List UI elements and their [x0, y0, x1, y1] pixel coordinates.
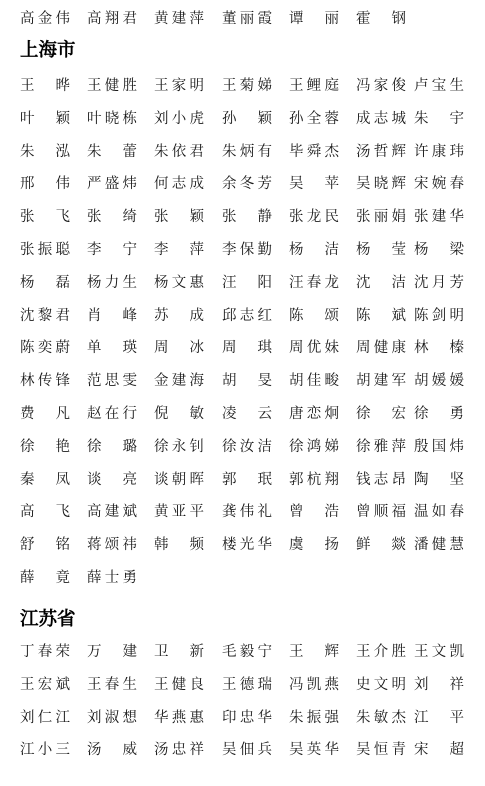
- person-name: 徐 宏: [356, 406, 406, 422]
- person-name: 严盛炜: [87, 176, 137, 193]
- person-name: 徐 璐: [87, 438, 137, 455]
- person-name: 虞 扬: [289, 537, 339, 554]
- person-name: 毛毅宁: [222, 644, 272, 660]
- person-name: 郭杭翔: [289, 471, 339, 488]
- person-name: 曾顺福: [356, 504, 406, 521]
- person-name: 吴晓辉: [356, 176, 406, 193]
- person-name: 郭 珉: [222, 471, 272, 488]
- person-name: 舒 铭: [20, 537, 70, 554]
- person-name: 徐鸿娣: [289, 438, 339, 455]
- name-row: [0, 435, 485, 459]
- section-heading: 江苏省: [20, 609, 76, 630]
- person-name: 霍 钢: [356, 11, 406, 27]
- person-name: 陈剑明: [414, 307, 464, 324]
- name-row: [0, 369, 485, 393]
- person-name: 孙 颖: [222, 110, 272, 127]
- person-name: 张建华: [414, 209, 464, 226]
- person-name: 汤忠祥: [154, 742, 204, 759]
- person-name: 李 萍: [154, 242, 204, 258]
- person-name: 胡 旻: [222, 373, 272, 390]
- person-name: 万 建: [87, 644, 137, 660]
- person-name: 吴英华: [289, 742, 339, 759]
- person-name: 王鲤庭: [289, 78, 339, 94]
- person-name: 蒋颂祎: [87, 537, 137, 554]
- person-name: 刘仁江: [20, 709, 70, 726]
- person-name: 王德瑞: [222, 676, 272, 693]
- person-name: 许康玮: [414, 143, 464, 160]
- person-name: 高翔君: [87, 11, 137, 27]
- person-name: 余冬芳: [222, 176, 272, 193]
- person-name: 黄建萍: [154, 11, 204, 27]
- person-name: 孙全蓉: [289, 110, 339, 127]
- person-name: 秦 凤: [20, 471, 70, 488]
- person-name: 胡媛媛: [414, 373, 464, 390]
- person-name: 黄亚平: [154, 504, 204, 521]
- person-name: 赵在行: [87, 406, 137, 422]
- name-row: [0, 468, 485, 492]
- person-name: 朱 泓: [20, 143, 70, 160]
- person-name: 杨 梁: [414, 242, 464, 258]
- person-name: 宋婉春: [414, 176, 464, 193]
- person-name: 王介胜: [356, 644, 406, 660]
- name-row: [0, 566, 485, 590]
- person-name: 胡建军: [356, 373, 406, 390]
- person-name: 周 琪: [222, 340, 272, 357]
- person-name: 陈 颂: [289, 307, 339, 324]
- person-name: 胡佳畯: [289, 373, 339, 390]
- person-name: 李保勤: [222, 242, 272, 258]
- name-row: [0, 673, 485, 697]
- person-name: 张 静: [222, 209, 272, 226]
- person-name: 陈 斌: [356, 307, 406, 324]
- person-name: 鲜 燚: [356, 537, 406, 554]
- person-name: 张振聪: [20, 242, 70, 258]
- person-name: 杨 洁: [289, 242, 339, 258]
- person-name: 江小三: [20, 742, 70, 759]
- person-name: 宋 超: [414, 742, 464, 759]
- person-name: 倪 敏: [154, 406, 204, 422]
- person-name: 谭 丽: [289, 11, 339, 27]
- person-name: 高建斌: [87, 504, 137, 521]
- person-name: 王 辉: [289, 644, 339, 660]
- name-row: [0, 706, 485, 730]
- person-name: 刘小虎: [154, 110, 204, 127]
- person-name: 徐 勇: [414, 406, 464, 422]
- name-row: [0, 500, 485, 524]
- person-name: 王菊娣: [222, 78, 272, 94]
- person-name: 沈 洁: [356, 274, 406, 291]
- person-name: 刘 祥: [414, 676, 464, 693]
- person-name: 冯凯燕: [289, 676, 339, 693]
- person-name: 朱依君: [154, 143, 204, 160]
- person-name: 卢宝生: [414, 78, 464, 94]
- person-name: 王宏斌: [20, 676, 70, 693]
- person-name: 何志成: [154, 176, 204, 193]
- person-name: 王家明: [154, 78, 204, 94]
- name-row: [0, 738, 485, 762]
- person-name: 杨 莹: [356, 242, 406, 258]
- person-name: 周优妹: [289, 340, 339, 357]
- person-name: 毕舜杰: [289, 143, 339, 160]
- person-name: 杨文惠: [154, 274, 204, 291]
- person-name: 肖 峰: [87, 307, 137, 324]
- person-name: 张丽娟: [356, 209, 406, 226]
- name-row: [0, 205, 485, 229]
- person-name: 冯家俊: [356, 78, 406, 94]
- person-name: 汤哲辉: [356, 143, 406, 160]
- person-name: 温如春: [414, 504, 464, 521]
- person-name: 丁春荣: [20, 644, 70, 660]
- name-row: [0, 140, 485, 164]
- person-name: 王健胜: [87, 78, 137, 94]
- name-row: [0, 172, 485, 196]
- person-name: 吴佃兵: [222, 742, 272, 759]
- name-row: [0, 402, 485, 426]
- person-name: 汤 威: [87, 742, 137, 759]
- person-name: 陈奕蔚: [20, 340, 70, 357]
- person-name: 徐雅萍: [356, 438, 406, 455]
- person-name: 朱 宇: [414, 110, 464, 127]
- person-name: 单 瑛: [87, 340, 137, 357]
- person-name: 曾 浩: [289, 504, 339, 521]
- person-name: 汪 阳: [222, 274, 272, 291]
- person-name: 殷国炜: [414, 438, 464, 455]
- person-name: 王 晔: [20, 78, 70, 94]
- name-row: [0, 271, 485, 295]
- person-name: 徐永钊: [154, 438, 204, 455]
- name-row: [0, 336, 485, 360]
- person-name: 王健良: [154, 676, 204, 693]
- person-name: 陶 坚: [414, 471, 464, 488]
- person-name: 朱 蕾: [87, 143, 137, 160]
- person-name: 张 绮: [87, 209, 137, 226]
- person-name: 朱敏杰: [356, 709, 406, 726]
- person-name: 范思雯: [87, 373, 137, 390]
- person-name: 华燕惠: [154, 709, 204, 726]
- name-row: [0, 304, 485, 328]
- person-name: 董丽霞: [222, 11, 272, 27]
- person-name: 刘淑想: [87, 709, 137, 726]
- person-name: 叶晓栋: [87, 110, 137, 127]
- person-name: 张龙民: [289, 209, 339, 226]
- person-name: 徐汝洁: [222, 438, 272, 455]
- person-name: 张 飞: [20, 209, 70, 226]
- person-name: 沈黎君: [20, 307, 70, 324]
- person-name: 龚伟礼: [222, 504, 272, 521]
- person-name: 谈朝晖: [154, 471, 204, 488]
- person-name: 吴恒青: [356, 742, 406, 759]
- person-name: 沈月芳: [414, 274, 464, 291]
- name-row: [0, 7, 485, 31]
- person-name: 王春生: [87, 676, 137, 693]
- person-name: 成志城: [356, 110, 406, 127]
- person-name: 杨 磊: [20, 274, 70, 291]
- person-name: 凌 云: [222, 406, 272, 422]
- person-name: 张 颖: [154, 209, 204, 226]
- person-name: 朱炳有: [222, 143, 272, 160]
- person-name: 徐 艳: [20, 438, 70, 455]
- name-row: [0, 74, 485, 98]
- person-name: 费 凡: [20, 406, 70, 422]
- person-name: 楼光华: [222, 537, 272, 554]
- person-name: 金建海: [154, 373, 204, 390]
- person-name: 王文凯: [414, 644, 464, 660]
- person-name: 邱志红: [222, 307, 272, 324]
- name-row: [0, 640, 485, 664]
- person-name: 唐恋炯: [289, 406, 339, 422]
- person-name: 卫 新: [154, 644, 204, 660]
- person-name: 钱志昂: [356, 471, 406, 488]
- person-name: 江 平: [414, 709, 464, 726]
- person-name: 林 榛: [414, 340, 464, 357]
- person-name: 叶 颖: [20, 110, 70, 127]
- person-name: 吴 苹: [289, 176, 339, 193]
- name-row: [0, 238, 485, 262]
- person-name: 杨力生: [87, 274, 137, 291]
- person-name: 苏 成: [154, 307, 204, 324]
- person-name: 史文明: [356, 676, 406, 693]
- person-name: 高金伟: [20, 11, 70, 27]
- person-name: 汪春龙: [289, 274, 339, 291]
- section-heading: 上海市: [20, 40, 76, 61]
- person-name: 薛士勇: [87, 570, 137, 586]
- name-row: [0, 107, 485, 131]
- person-name: 周 冰: [154, 340, 204, 357]
- person-name: 邢 伟: [20, 176, 70, 193]
- person-name: 林传锋: [20, 373, 70, 390]
- person-name: 李 宁: [87, 242, 137, 258]
- person-name: 韩 频: [154, 537, 204, 554]
- person-name: 潘健慧: [414, 537, 464, 554]
- person-name: 谈 亮: [87, 471, 137, 488]
- person-name: 朱振强: [289, 709, 339, 726]
- person-name: 周健康: [356, 340, 406, 357]
- person-name: 印忠华: [222, 709, 272, 726]
- person-name: 薛 竟: [20, 570, 70, 586]
- person-name: 高 飞: [20, 504, 70, 521]
- name-row: [0, 533, 485, 557]
